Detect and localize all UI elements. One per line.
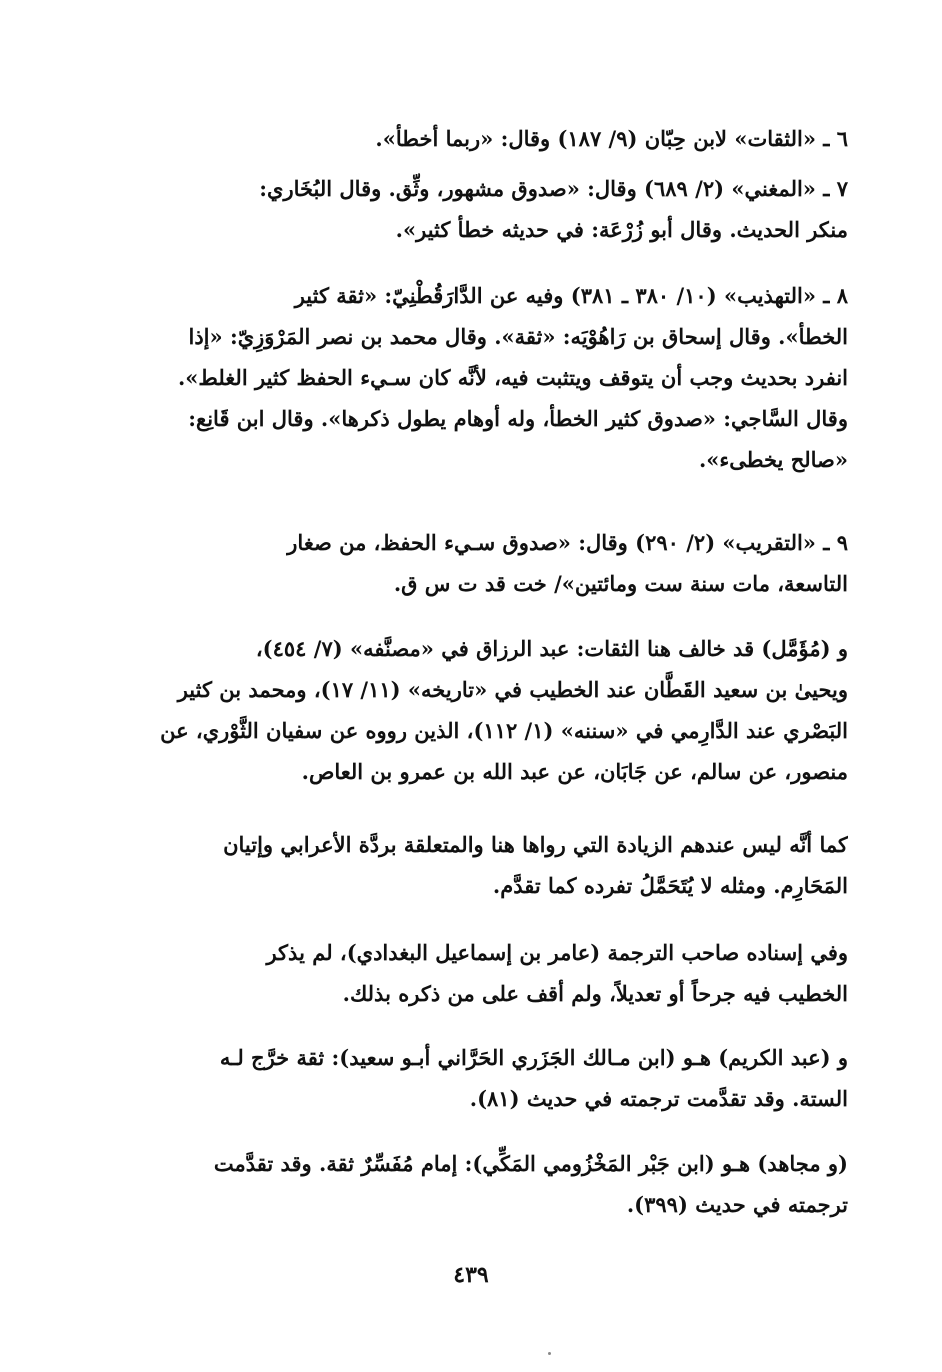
- text-line: وفي إسناده صاحب الترجمة (عامر بن إسماعيل البغدادي)، لم يذكر: [266, 940, 848, 965]
- text-line: «صالح يخطىء».: [698, 447, 848, 472]
- text-line: البَصْري عند الدَّارِمي في «سننه» (١/ ١١٢)، الذين رووه عن سفيان الثَّوْري، عن: [160, 718, 848, 743]
- commentary-paragraph: [92, 628, 848, 792]
- text-line: (و مجاهد) هـو (ابن جَبْر المَخْزُومي المَكِّي): إمام مُفَسِّرٌ ثقة. وقد تقدَّمت: [213, 1151, 848, 1176]
- text-line: و (عبد الكريم) هـو (ابن مـالك الجَزَري الحَرَّاني أبـو سعيد): ثقة خرَّج لـه: [219, 1045, 848, 1070]
- text-line: وقال السَّاجي: «صدوق كثير الخطأ، وله أوهام يطول ذكرها». وقال ابن قَانِع:: [188, 406, 848, 431]
- text-line: ٨ ـ «التهذيب» (١٠/ ٣٨٠ ـ ٣٨١) وفيه عن الدَّارَقُطْنِيّ: «ثقة كثير: [294, 283, 848, 308]
- text-line: كما أنَّه ليس عندهم الزيادة التي رواها هنا والمتعلقة بردَّة الأعرابي وإتيان: [223, 832, 848, 857]
- commentary-paragraph: [92, 1037, 848, 1119]
- text-line: الخطيب فيه جرحاً أو تعديلاً، ولم أقف على من ذكره بذلك.: [342, 981, 848, 1006]
- text-line: منكر الحديث. وقال أبو زُرْعَة: في حديثه خطأ كثير».: [395, 217, 848, 242]
- text-line: انفرد بحديث وجب أن يتوقف ويتثبت فيه، لأنَّه كان سـيء الحفظ كثير الغلط».: [177, 365, 848, 390]
- text-line: ٩ ـ «التقريب» (٢/ ٢٩٠) وقال: «صدوق سـيء الحفظ، من صغار: [287, 530, 848, 555]
- text-line: ٧ ـ «المغني» (٢/ ٦٨٩) وقال: «صدوق مشهور، وثِّق. وقال البُخَاري:: [259, 176, 848, 201]
- footnote-9: [92, 522, 848, 604]
- text-line: التاسعة، مات سنة ست ومائتين»/ خت قد ت س ق.: [393, 571, 848, 596]
- commentary-paragraph: [92, 932, 848, 1014]
- commentary-paragraph: [92, 824, 848, 906]
- text-line: منصور، عن سالم، عن جَابَان، عن عبد الله بن عمرو بن العاص.: [301, 759, 848, 784]
- text-line: و (مُؤَمَّل) قد خالف هنا الثقات: عبد الرزاق في «مصنَّفه» (٧/ ٤٥٤)،: [255, 636, 848, 661]
- text-line: الخطأ». وقال إسحاق بن رَاهُوْيَه: «ثقة». وقال محمد بن نصر المَرْوَزِيّ: «إذا: [188, 324, 848, 349]
- text-line: الستة. وقد تقدَّمت ترجمته في حديث (٨١).: [469, 1086, 848, 1111]
- text-line: ويحيىٰ بن سعيد القَطَّان عند الخطيب في «تاريخه» (١١/ ١٧)، ومحمد بن كثير: [177, 677, 848, 702]
- text-line: ترجمته في حديث (٣٩٩).: [626, 1192, 848, 1217]
- commentary-paragraph: [92, 1143, 848, 1225]
- footnote-8: [92, 275, 848, 480]
- text-line: ٦ ـ «الثقات» لابن حِبّان (٩/ ١٨٧) وقال: «ربما أخطأ».: [375, 126, 848, 151]
- footnote-6: [92, 118, 848, 159]
- page-number: ٤٣٩: [453, 1262, 489, 1288]
- footnote-7: [92, 168, 848, 250]
- scan-speck: [548, 1352, 551, 1355]
- text-line: المَحَارِم. ومثله لا يُتَحَمَّلُ تفرده كما تقدَّم.: [492, 873, 848, 898]
